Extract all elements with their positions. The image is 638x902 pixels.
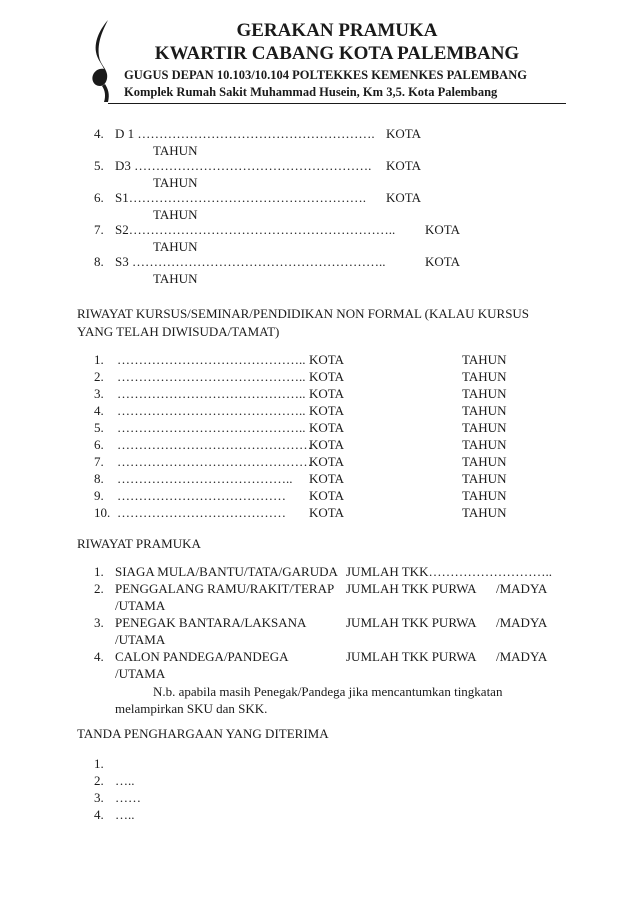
course-item-number: 6. <box>94 437 104 452</box>
education-item-label: D3 ………………………………………………. <box>115 158 372 173</box>
course-tahun-label: TAHUN <box>462 369 507 384</box>
course-tahun-label: TAHUN <box>462 471 507 486</box>
course-item-number: 2. <box>94 369 104 384</box>
course-kota-label: KOTA <box>309 403 345 418</box>
organization-title: GERAKAN PRAMUKA <box>236 20 438 41</box>
scouting-jumlah-tkk: JUMLAH TKK PURWA <box>346 581 477 596</box>
education-kota-label: KOTA <box>425 254 461 269</box>
education-tahun-label: TAHUN <box>153 143 198 158</box>
awards-heading: TANDA PENGHARGAAN YANG DITERIMA <box>77 726 329 741</box>
scouting-level: PENEGAK BANTARA/LAKSANA <box>115 615 307 630</box>
gugus-depan-line: GUGUS DEPAN 10.103/10.104 POLTEKKES KEMENKES PALEMBANG <box>124 68 527 82</box>
course-item-number: 3. <box>94 386 104 401</box>
education-item-number: 5. <box>94 158 104 173</box>
course-kota-label: KOTA <box>309 488 345 503</box>
education-tahun-label: TAHUN <box>153 175 198 190</box>
award-item-number: 4. <box>94 807 104 822</box>
courses-heading: RIWAYAT KURSUS/SEMINAR/PENDIDIKAN NON FORMAL (KALAU KURSUS <box>77 306 530 321</box>
course-item-dots: ………………………………… <box>117 505 286 520</box>
award-item-text: …… <box>115 790 141 805</box>
education-kota-label: KOTA <box>425 222 461 237</box>
scouting-item-number: 1. <box>94 564 104 579</box>
course-kota-label: KOTA <box>309 437 345 452</box>
course-tahun-label: TAHUN <box>462 420 507 435</box>
award-item-text: ….. <box>115 807 135 822</box>
course-kota-label: KOTA <box>309 352 345 367</box>
course-kota-label: KOTA <box>309 454 345 469</box>
course-tahun-label: TAHUN <box>462 386 507 401</box>
education-tahun-label: TAHUN <box>153 239 198 254</box>
education-item-label: S1………………………………………………. <box>115 190 366 205</box>
scouting-jumlah-tkk: JUMLAH TKK……………………….. <box>346 564 552 579</box>
branch-title: KWARTIR CABANG KOTA PALEMBANG <box>154 43 520 64</box>
scouting-item-number: 3. <box>94 615 104 630</box>
education-kota-label: KOTA <box>386 190 422 205</box>
course-item-number: 4. <box>94 403 104 418</box>
scouting-madya: /MADYA <box>496 581 548 596</box>
education-kota-label: KOTA <box>386 126 422 141</box>
education-item-number: 4. <box>94 126 104 141</box>
scouting-item-number: 2. <box>94 581 104 596</box>
course-tahun-label: TAHUN <box>462 403 507 418</box>
education-item-number: 8. <box>94 254 104 269</box>
address-line: Komplek Rumah Sakit Muhammad Husein, Km 3,5. Kota Palembang <box>124 85 498 99</box>
course-item-dots: ……………………………………… <box>117 454 312 469</box>
scouting-madya: /MADYA <box>496 649 548 664</box>
course-item-dots: ………………………………… <box>117 488 286 503</box>
course-kota-label: KOTA <box>309 471 345 486</box>
education-kota-label: KOTA <box>386 158 422 173</box>
course-item-number: 5. <box>94 420 104 435</box>
course-tahun-label: TAHUN <box>462 352 507 367</box>
award-item-text: ….. <box>115 773 135 788</box>
course-kota-label: KOTA <box>309 420 345 435</box>
scouting-jumlah-tkk: JUMLAH TKK PURWA <box>346 615 477 630</box>
education-item-label: S2…………………………………………………….. <box>115 222 396 237</box>
course-tahun-label: TAHUN <box>462 505 507 520</box>
scouting-level: SIAGA MULA/BANTU/TATA/GARUDA <box>115 564 338 579</box>
scouting-jumlah-tkk: JUMLAH TKK PURWA <box>346 649 477 664</box>
award-item-number: 3. <box>94 790 104 805</box>
education-tahun-label: TAHUN <box>153 207 198 222</box>
course-item-number: 9. <box>94 488 104 503</box>
scouting-utama: /UTAMA <box>115 632 166 647</box>
scouting-madya: /MADYA <box>496 615 548 630</box>
scouting-utama: /UTAMA <box>115 666 166 681</box>
award-item-number: 1. <box>94 756 104 771</box>
education-tahun-label: TAHUN <box>153 271 198 286</box>
course-kota-label: KOTA <box>309 505 345 520</box>
course-item-dots: …………………………………….. <box>117 386 306 401</box>
education-item-label: D 1 ………………………………………………. <box>115 126 375 141</box>
course-item-number: 8. <box>94 471 104 486</box>
scouting-heading: RIWAYAT PRAMUKA <box>77 536 201 551</box>
course-tahun-label: TAHUN <box>462 437 507 452</box>
scouting-note-cont: melampirkan SKU dan SKK. <box>115 701 268 716</box>
courses-heading-cont: YANG TELAH DIWISUDA/TAMAT) <box>77 324 280 339</box>
course-item-dots: …………………………………….. <box>117 403 306 418</box>
scouting-utama: /UTAMA <box>115 598 166 613</box>
course-item-number: 1. <box>94 352 104 367</box>
course-item-number: 7. <box>94 454 104 469</box>
course-kota-label: KOTA <box>309 386 345 401</box>
course-item-dots: …………………………………….. <box>117 369 306 384</box>
education-item-number: 6. <box>94 190 104 205</box>
scouting-note: N.b. apabila masih Penegak/Pandega jika mencantumkan tingkatan <box>153 684 503 699</box>
header-divider <box>108 103 566 104</box>
course-tahun-label: TAHUN <box>462 488 507 503</box>
course-item-dots: …………………………………….. <box>117 420 306 435</box>
course-tahun-label: TAHUN <box>462 454 507 469</box>
course-item-number: 10. <box>94 505 111 520</box>
course-item-dots: ………………………………….. <box>117 471 293 486</box>
education-item-number: 7. <box>94 222 104 237</box>
course-kota-label: KOTA <box>309 369 345 384</box>
scouting-item-number: 4. <box>94 649 104 664</box>
scouting-level: CALON PANDEGA/PANDEGA <box>115 649 289 664</box>
course-item-dots: …………………………………….. <box>117 352 306 367</box>
course-item-dots: ……………………………………… <box>117 437 312 452</box>
education-item-label: S3 ………………………………………………….. <box>115 254 386 269</box>
scouting-level: PENGGALANG RAMU/RAKIT/TERAP <box>115 581 335 596</box>
award-item-number: 2. <box>94 773 104 788</box>
